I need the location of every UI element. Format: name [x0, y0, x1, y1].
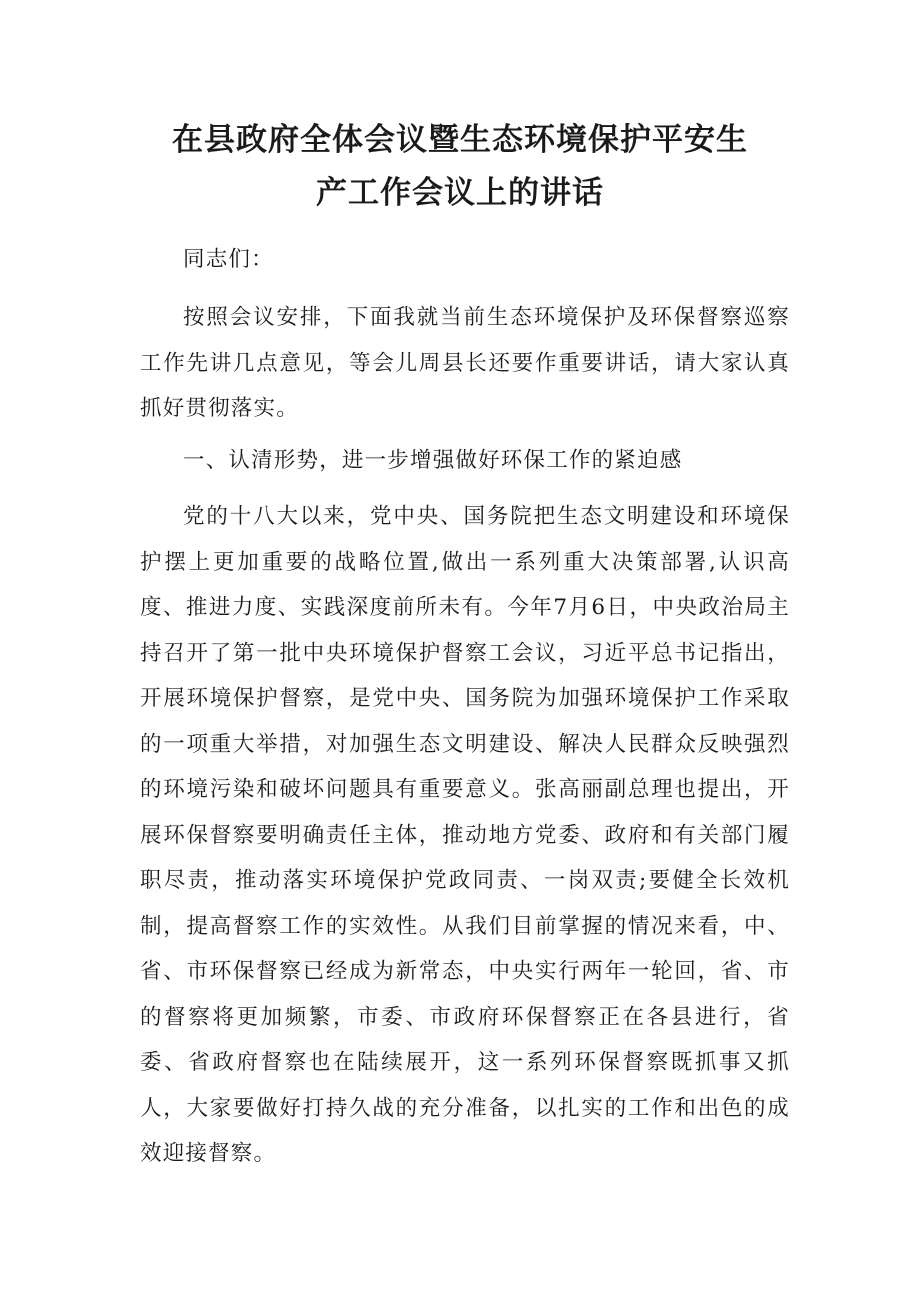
- section-1-paragraph: 党的十八大以来，党中央、国务院把生态文明建设和环境保护摆上更加重要的战略位置,做出一系列重大决策部署,认识高度、推进力度、实践深度前所未有。今年7月6日，中央政治局主持召开了第一批中央环境保护督察工会议，习近平总书记指出，开展环境保护督察，是党中央、国务院为加强环境保护工作采取的一项重大举措，对加强生态文明建设、解决人民群众反映强烈的环境污染和破坏问题具有重要意义。张高丽副总理也提出，开展环保督察要明确责任主体，推动地方党委、政府和有关部门履职尽责，推动落实环境保护党政同责、一岗双责;要健全长效机制，提高督察工作的实效性。从我们目前掌握的情况来看，中、省、市环保督察已经成为新常态，中央实行两年一轮回，省、市的督察将更加频繁，市委、市政府环保督察正在各县进行，省委、省政府督察也在陆续展开，这一系列环保督察既抓事又抓人，大家要做好打持久战的充分准备，以扎实的工作和出色的成效迎接督察。: [140, 504, 790, 1166]
- section-heading-1: 一、认清形势，进一步增强做好环保工作的紧迫感: [183, 448, 683, 473]
- greeting: 同志们：: [183, 247, 274, 272]
- intro-paragraph: 按照会议安排，下面我就当前生态环境保护及环保督察巡察工作先讲几点意见，等会儿周县长还要作重要讲话，请大家认真抓好贯彻落实。: [140, 305, 790, 421]
- document-title-line-2: 产工作会议上的讲话: [316, 175, 604, 211]
- document-title-line-1: 在县政府全体会议暨生态环境保护平安生: [172, 122, 748, 158]
